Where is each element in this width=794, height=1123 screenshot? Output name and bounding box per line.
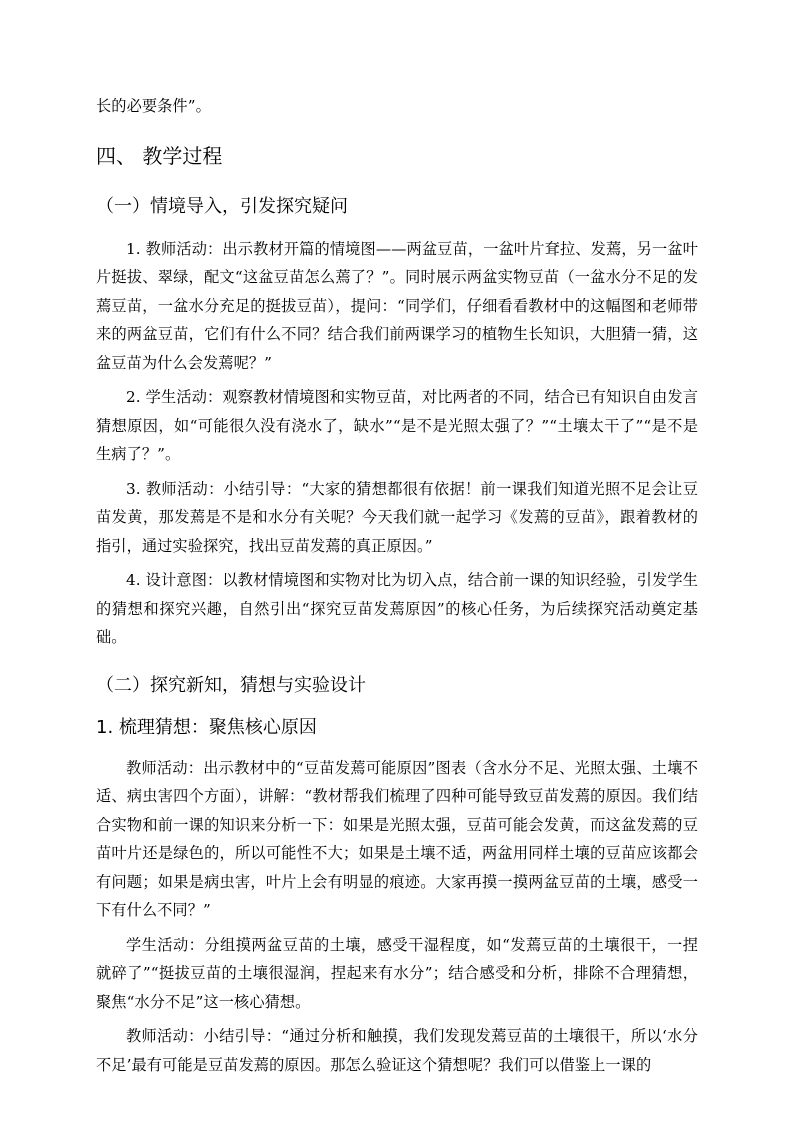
paragraph: 3. 教师活动：小结引导：“大家的猜想都很有依据！前一课我们知道光照不足会让豆苗发黄，那发蔫是不是和水分有关呢？今天我们就一起学习《发蔫的豆苗》，跟着教材的指引，通过实验探究，找出豆苗发蔫的真正原因。” [96, 479, 698, 555]
subsection-title: （一）情境导入，引发探究疑问 [96, 195, 348, 217]
section-title: 四、 教学过程 [96, 143, 223, 168]
paragraph: 1. 教师活动：出示教材开篇的情境图——两盆豆苗，一盆叶片耷拉、发蔫，另一盆叶片挺拔、翠绿，配文“这盆豆苗怎么蔫了？”。同时展示两盆实物豆苗（一盆水分不足的发蔫豆苗，一盆水分充足的挺拔豆苗），提问：“同学们，仔细看看教材中的这幅图和老师带来的两盆豆苗，它们有什么不同？结合我们前两课学习的植物生长知识，大胆猜一猜，这盆豆苗为什么会发蔫呢？” [96, 239, 698, 372]
paragraph: 教师活动：出示教材中的“豆苗发蔫可能原因”图表（含水分不足、光照太强、土壤不适、病虫害四个方面），讲解：“教材帮我们梳理了四种可能导致豆苗发蔫的原因。我们结合实物和前一课的知识来分析一下：如果是光照太强，豆苗可能会发黄，而这盆发蔫的豆苗叶片还是绿色的，所以可能性不大；如果是土壤不适，两盆用同样土壤的豆苗应该都会有问题；如果是病虫害，叶片上会有明显的痕迹。大家再摸一摸两盆豆苗的土壤，感受一下有什么不同？” [96, 758, 698, 919]
paragraph: 4. 设计意图：以教材情境图和实物对比为切入点，结合前一课的知识经验，引发学生的猜想和探究兴趣，自然引出“探究豆苗发蔫原因”的核心任务，为后续探究活动奠定基础。 [96, 571, 698, 646]
paragraph: 学生活动：分组摸两盆豆苗的土壤，感受干湿程度，如“发蔫豆苗的土壤很干，一捏就碎了”“挺拔豆苗的土壤很湿润，捏起来有水分”；结合感受和分析，排除不合理猜想，聚焦“水分不足”这一核心猜想。 [96, 935, 698, 1011]
paragraph: 2. 学生活动：观察教材情境图和实物豆苗，对比两者的不同，结合已有知识自由发言猜想原因，如“可能很久没有浇水了，缺水”“是不是光照太强了？”“土壤太干了”“是不是生病了？”。 [96, 388, 698, 463]
subsection-title: （二）探究新知，猜想与实验设计 [96, 674, 366, 696]
subheading: 1. 梳理猜想：聚焦核心原因 [96, 716, 317, 738]
paragraph: 教师活动：小结引导：“通过分析和触摸，我们发现发蔫豆苗的土壤很干，所以‘水分不足’最有可能是豆苗发蔫的原因。那怎么验证这个猜想呢？我们可以借鉴上一课的 [96, 1027, 698, 1074]
continuation-text: 长的必要条件”。 [96, 97, 211, 115]
